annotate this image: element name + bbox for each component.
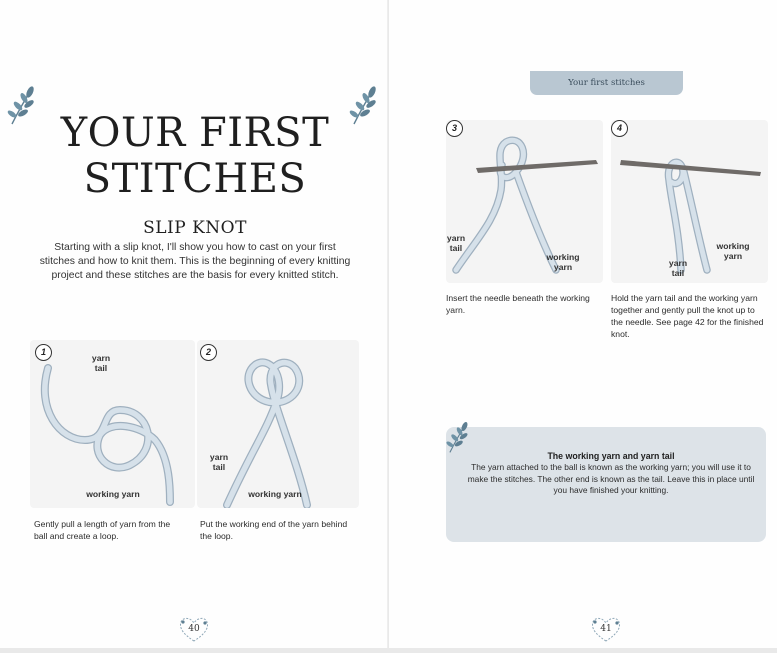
step-1-caption: Gently pull a length of yarn from the ball and create a loop. [34,519,171,541]
info-box-body: The yarn attached to the ball is known as the working yarn; you will use it to make the stitches. The other end is known as the tail. Leave this in place until you have finished your knitting. [467,462,755,495]
title-line-2: STITCHES [83,156,307,202]
page-number-text: 40 [188,624,200,634]
left-page [0,0,388,653]
page-title [40,110,350,202]
leaf-sprig-icon [445,420,471,454]
yarn-tail-label: yarn tail [209,452,229,472]
step-2-illustration [197,340,359,508]
step-number-3: 3 [446,120,463,137]
working-yarn-label: working yarn [546,252,580,272]
step-number-4: 4 [611,120,628,137]
title-line-1: YOUR FIRST [60,110,330,156]
info-box-title: The working yarn and yarn tail [547,451,675,461]
step-2-caption: Put the working end of the yarn behind the loop. [200,519,348,541]
working-yarn-label: working yarn [716,241,750,261]
page-number-text: 41 [600,624,612,634]
working-yarn-label: working yarn [86,489,140,499]
page-bottom-edge [0,648,777,653]
step-4-caption: Hold the yarn tail and the working yarn together and gently pull the knot up to the needle. See page 42 for the finished knot. [611,293,764,339]
step-3-caption: Insert the needle beneath the working yarn. [446,293,590,315]
step-number-1: 1 [35,344,52,361]
leaf-sprig-icon [6,84,38,126]
leaf-sprig-icon [348,84,380,126]
page-number-41 [589,614,623,644]
yarn-tail-label: yarn tail [668,258,688,278]
yarn-crossed-loop-icon [197,340,359,508]
yarn-tail-label: yarn tail [446,233,466,253]
page-number-40 [177,614,211,644]
step-number-2: 2 [200,344,217,361]
yarn-tail-label: yarn tail [91,353,111,373]
intro-paragraph: Starting with a slip knot, I'll show you how to cast on your first stitches and how to knit them. This is the beginning of every knitting project and these stitches are the basis for every knitted stitch. [39,242,351,281]
working-yarn-label: working yarn [248,489,302,499]
section-heading: SLIP KNOT [143,218,247,238]
chapter-header-tab: Your first stitches [530,71,683,95]
